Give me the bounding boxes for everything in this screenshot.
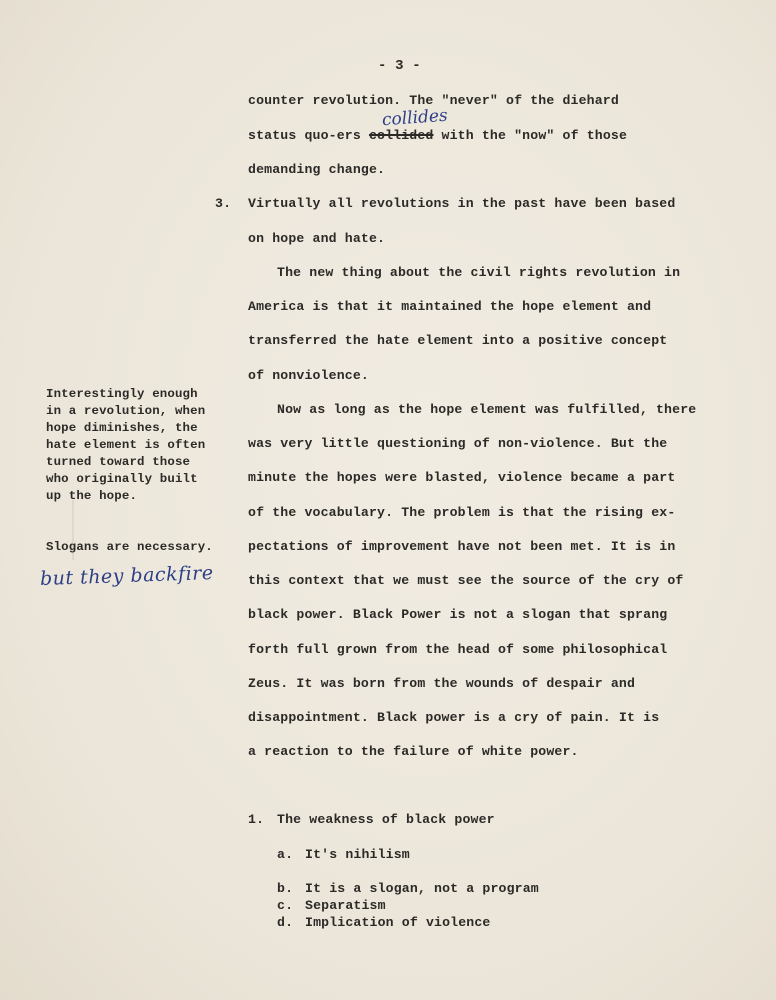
body-line: this context that we must see the source of the cry of: [248, 573, 684, 588]
body-line: demanding change.: [248, 162, 386, 177]
body-line: on hope and hate.: [248, 231, 386, 246]
body-line: was very little questioning of non-violence. But the: [248, 436, 668, 451]
margin-note-line: Interestingly enough: [46, 387, 198, 401]
body-line: Zeus. It was born from the wounds of despair and: [248, 676, 636, 691]
body-line: black power. Black Power is not a slogan that sprang: [248, 607, 668, 622]
text-span: status quo-ers: [248, 128, 369, 143]
outline-item: It's nihilism: [305, 847, 410, 862]
margin-note-slogans: Slogans are necessary.: [46, 540, 213, 554]
outline-item: It is a slogan, not a program: [305, 881, 539, 896]
body-line-with-edit: [248, 128, 627, 143]
outline-label: a.: [277, 847, 294, 862]
body-line: counter revolution. The "never" of the diehard: [248, 93, 619, 108]
margin-note-line: hate element is often: [46, 438, 206, 452]
struck-word: collided: [368, 128, 434, 143]
margin-note-line: hope diminishes, the: [46, 421, 198, 435]
page-number: - 3 -: [378, 58, 421, 74]
body-line: America is that it maintained the hope element and: [248, 299, 652, 314]
margin-note-line: turned toward those: [46, 455, 191, 469]
body-line: a reaction to the failure of white power.: [248, 744, 579, 759]
body-line: of nonviolence.: [248, 368, 369, 383]
margin-note-line: who originally built: [46, 472, 198, 486]
body-line: The new thing about the civil rights revolution in: [277, 265, 681, 280]
body-line: of the vocabulary. The problem is that the rising ex-: [248, 505, 676, 520]
margin-note-line: up the hope.: [46, 489, 138, 503]
body-line: Virtually all revolutions in the past have been based: [248, 196, 676, 211]
handwritten-marginal-note: but they backfire: [39, 561, 214, 591]
outline-label: c.: [277, 898, 294, 913]
body-line: pectations of improvement have not been met. It is in: [248, 539, 676, 554]
text-span: with the "now" of those: [433, 128, 628, 143]
margin-note-line: in a revolution, when: [46, 404, 206, 418]
body-line: transferred the hate element into a positive concept: [248, 333, 668, 348]
outline-item: Separatism: [305, 898, 386, 913]
outline-label: d.: [277, 915, 294, 930]
body-line: forth full grown from the head of some philosophical: [248, 642, 668, 657]
body-line: Now as long as the hope element was fulfilled, there: [277, 402, 697, 417]
outline-item: Implication of violence: [305, 915, 491, 930]
outline-number: 1.: [248, 812, 265, 827]
item-number: 3.: [215, 196, 232, 211]
body-line: minute the hopes were blasted, violence became a part: [248, 470, 676, 485]
body-line: disappointment. Black power is a cry of pain. It is: [248, 710, 660, 725]
outline-heading: The weakness of black power: [277, 812, 495, 827]
handwritten-insertion: collides: [381, 105, 449, 131]
outline-label: b.: [277, 881, 294, 896]
